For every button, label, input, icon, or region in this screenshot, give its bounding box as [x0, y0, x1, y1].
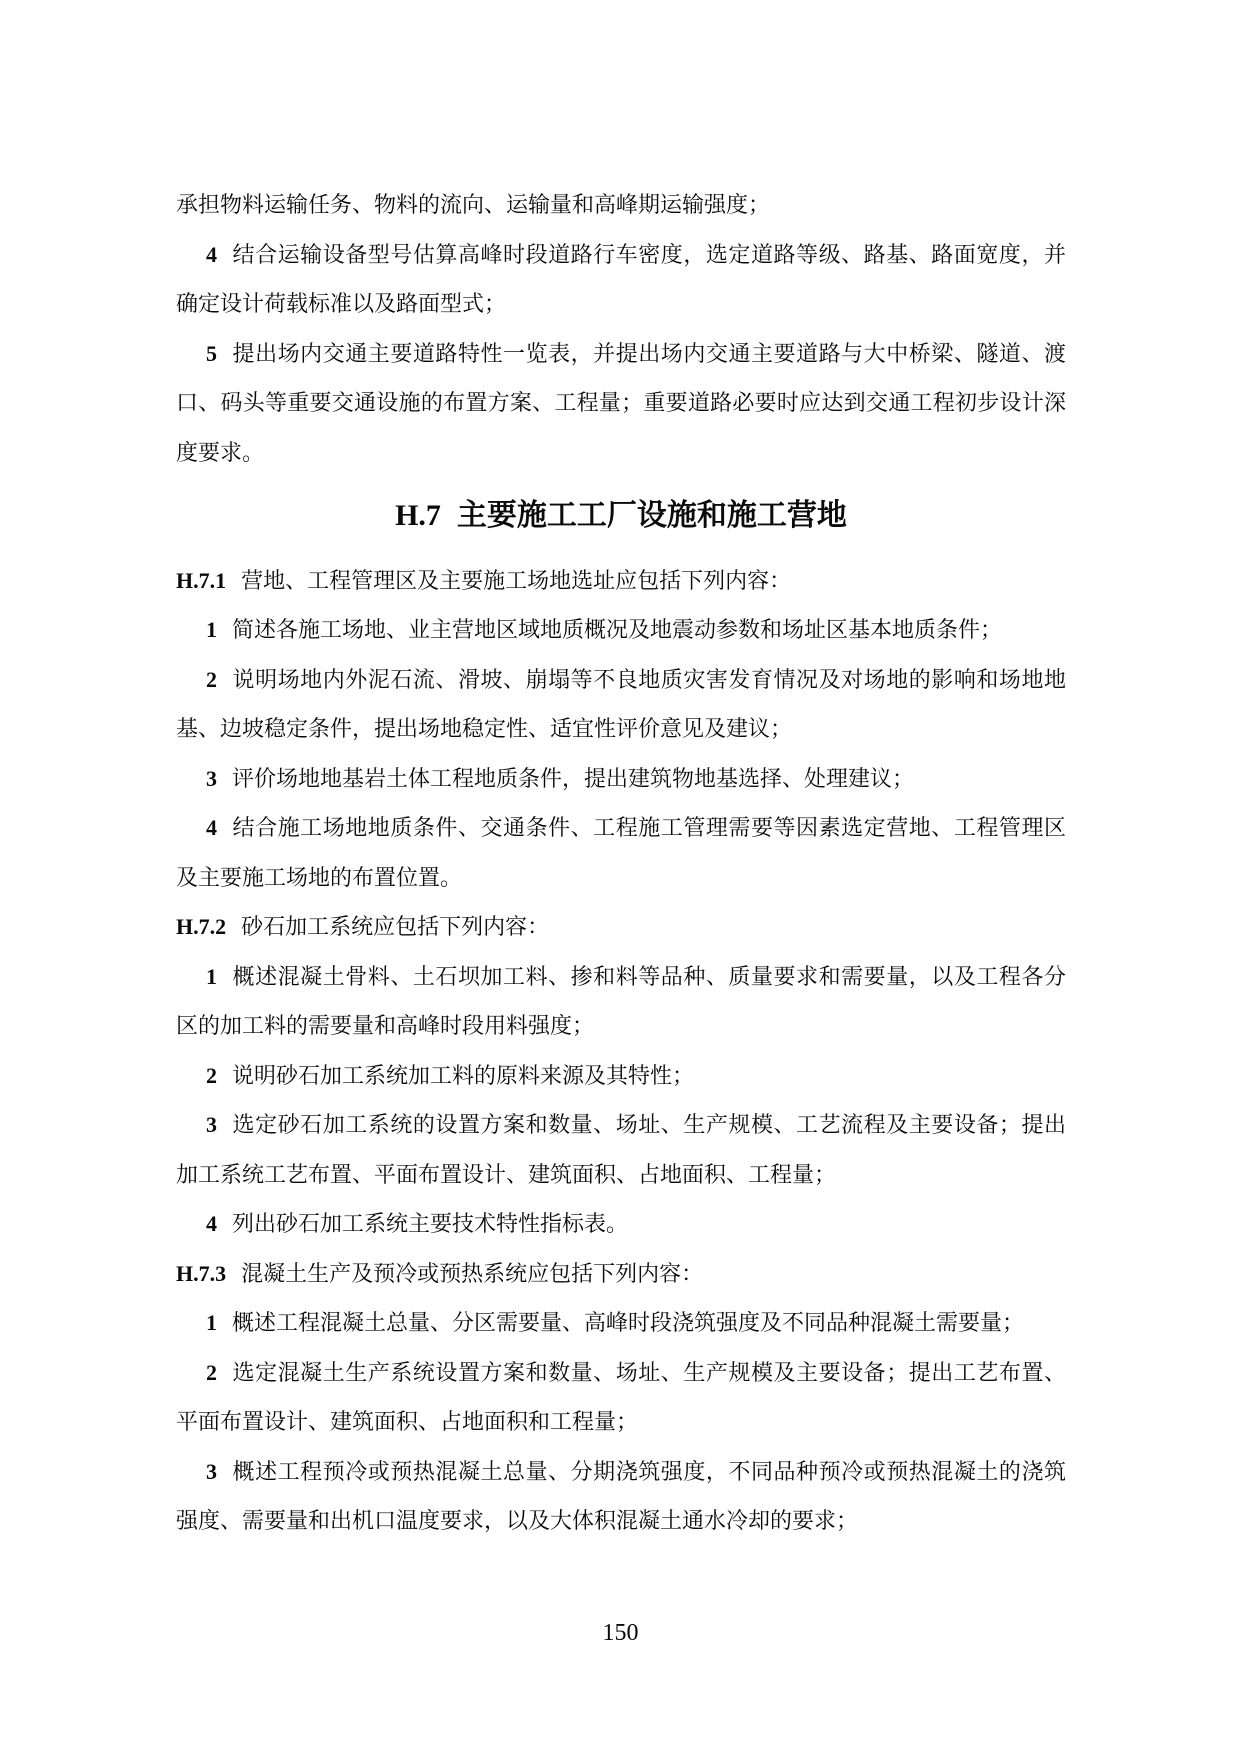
- line-text: 说明场地内外泥石流、滑坡、崩塌等不良地质灾害发育情况及对场地的影响和场地地: [232, 666, 1066, 692]
- line-text: 度要求。: [176, 439, 265, 465]
- line-text: 强度、需要量和出机口温度要求，以及大体积混凝土通水冷却的要求；: [176, 1508, 859, 1533]
- line-text: 提出场内交通主要道路特性一览表，并提出场内交通主要道路与大中桥梁、隧道、渡: [232, 340, 1066, 366]
- body-line: [176, 1150, 1066, 1200]
- item-number: 4: [206, 815, 217, 840]
- clause-number: H.7.3: [176, 1260, 227, 1286]
- body-line: [176, 1001, 1066, 1051]
- section-heading-title: 主要施工工厂设施和施工营地: [456, 499, 847, 532]
- item-number: 1: [206, 963, 217, 989]
- line-text: 列出砂石加工系统主要技术特性指标表。: [232, 1211, 629, 1236]
- item-number: 3: [206, 765, 217, 791]
- body-line: [176, 378, 1066, 428]
- item-number: 1: [206, 617, 217, 642]
- numbered-item-line: [176, 803, 1066, 853]
- item-number: 5: [206, 340, 217, 366]
- line-text: 砂石加工系统应包括下列内容：: [241, 914, 550, 939]
- line-text: 评价场地地基岩土体工程地质条件，提出建筑物地基选择、处理建议；: [232, 765, 915, 791]
- body-line: [176, 704, 1066, 754]
- numbered-item-line: [176, 1447, 1066, 1497]
- numbered-item-line: [176, 329, 1066, 379]
- line-text: 概述工程预冷或预热混凝土总量、分期浇筑强度，不同品种预冷或预热混凝土的浇筑: [232, 1458, 1066, 1484]
- line-text: 区的加工料的需要量和高峰时段用料强度；: [176, 1013, 595, 1038]
- line-text: 确定设计荷载标准以及路面型式；: [176, 291, 507, 316]
- numbered-item-line: [176, 605, 1066, 655]
- line-text: 选定混凝土生产系统设置方案和数量、场址、生产规模及主要设备；提出工艺布置、: [232, 1359, 1066, 1385]
- body-line: [176, 180, 1066, 230]
- numbered-item-line: [176, 1051, 1066, 1101]
- line-text: 平面布置设计、建筑面积、占地面积和工程量；: [176, 1409, 639, 1434]
- numbered-item-line: [176, 952, 1066, 1002]
- item-number: 1: [206, 1310, 217, 1335]
- numbered-item-line: [176, 1298, 1066, 1348]
- line-text: 口、码头等重要交通设施的布置方案、工程量；重要道路必要时应达到交通工程初步设计深: [176, 390, 1066, 415]
- line-text: 基、边坡稳定条件，提出场地稳定性、适宜性评价意见及建议；: [176, 716, 793, 741]
- line-text: 承担物料运输任务、物料的流向、运输量和高峰期运输强度；: [176, 192, 771, 217]
- numbered-item-line: [176, 754, 1066, 804]
- numbered-item-line: [176, 655, 1066, 705]
- body-line: [176, 853, 1066, 903]
- item-number: 2: [206, 1359, 217, 1385]
- section-heading: [176, 491, 1066, 541]
- numbered-item-line: [176, 1348, 1066, 1398]
- page-number: 150: [602, 1620, 639, 1646]
- clause-line: [176, 556, 1066, 606]
- clause-number: H.7.1: [176, 567, 227, 593]
- item-number: 4: [206, 1211, 217, 1236]
- line-text: 结合施工场地地质条件、交通条件、工程施工管理需要等因素选定营地、工程管理区: [232, 815, 1066, 840]
- item-number: 2: [206, 1062, 217, 1088]
- line-text: 结合运输设备型号估算高峰时段道路行车密度，选定道路等级、路基、路面宽度，并: [232, 241, 1066, 267]
- line-text: 简述各施工场地、业主营地区域地质概况及地震动参数和场址区基本地质条件；: [232, 617, 1003, 642]
- numbered-item-line: [176, 1199, 1066, 1249]
- line-text: 选定砂石加工系统的设置方案和数量、场址、生产规模、工艺流程及主要设备；提出: [232, 1112, 1066, 1137]
- clause-line: [176, 902, 1066, 952]
- clause-line: [176, 1249, 1066, 1299]
- line-text: 加工系统工艺布置、平面布置设计、建筑面积、占地面积、工程量；: [176, 1161, 837, 1187]
- line-text: 营地、工程管理区及主要施工场地选址应包括下列内容：: [241, 567, 792, 593]
- item-number: 2: [206, 666, 217, 692]
- item-number: 3: [206, 1112, 217, 1137]
- line-text: 概述混凝土骨料、土石坝加工料、掺和料等品种、质量要求和需要量，以及工程各分: [232, 963, 1066, 989]
- item-number: 3: [206, 1458, 217, 1484]
- clause-number: H.7.2: [176, 914, 227, 939]
- body-line: [176, 1496, 1066, 1546]
- document-body: [176, 180, 1066, 1546]
- line-text: 说明砂石加工系统加工料的原料来源及其特性；: [232, 1062, 695, 1088]
- body-line: [176, 1397, 1066, 1447]
- line-text: 混凝土生产及预冷或预热系统应包括下列内容：: [241, 1260, 704, 1286]
- section-heading-number: H.7: [395, 499, 441, 532]
- body-line: [176, 279, 1066, 329]
- line-text: 概述工程混凝土总量、分区需要量、高峰时段浇筑强度及不同品种混凝土需要量；: [232, 1310, 1025, 1335]
- line-text: 及主要施工场地的布置位置。: [176, 864, 463, 890]
- numbered-item-line: [176, 230, 1066, 280]
- numbered-item-line: [176, 1100, 1066, 1150]
- item-number: 4: [206, 241, 217, 267]
- body-line: [176, 428, 1066, 478]
